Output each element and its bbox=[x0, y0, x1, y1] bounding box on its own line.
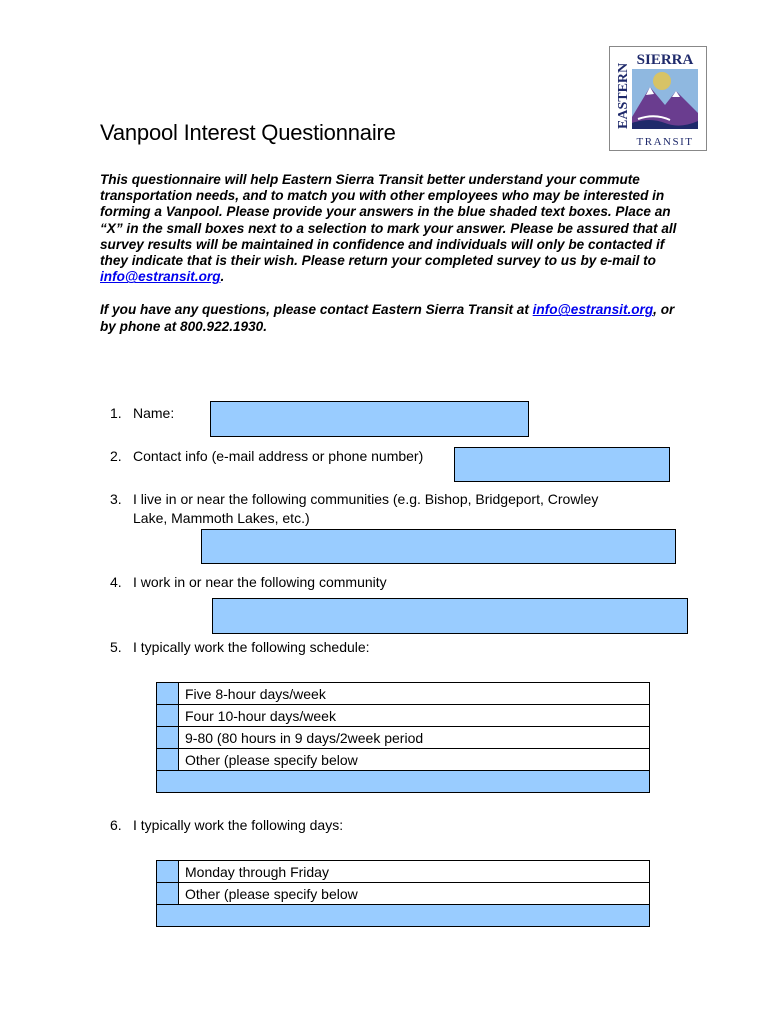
schedule-checkbox[interactable] bbox=[157, 727, 179, 749]
logo-sierra-text: SIERRA bbox=[636, 52, 694, 68]
schedule-checkbox[interactable] bbox=[157, 683, 179, 705]
question-number: 1. bbox=[110, 405, 122, 421]
question-label: I typically work the following schedule: bbox=[133, 639, 370, 655]
schedule-other-field[interactable] bbox=[157, 771, 650, 793]
intro-text: This questionnaire will help Eastern Sierra Transit better understand your commute transportation needs, and to match you with other employees who may be interested in forming a Vanpool. Please provide your answers in the blue shaded text boxes. Place an “X” in the small boxes next to a selection to mark your answer. Please be assured that all survey results will be maintained in confidence and individuals will only be contacted if they indicate that is their wish. Please return your completed survey to us by e-mail to bbox=[100, 172, 677, 269]
question-label: I work in or near the following community bbox=[133, 574, 387, 590]
days-option-row bbox=[157, 883, 650, 905]
days-options-table bbox=[156, 860, 650, 927]
question-label: Name: bbox=[133, 405, 175, 421]
question-label: I typically work the following days: bbox=[133, 817, 344, 833]
question-1 bbox=[110, 404, 174, 423]
question-label: Contact info (e-mail address or phone number) bbox=[133, 448, 424, 464]
question-number: 6. bbox=[110, 817, 122, 833]
question-5 bbox=[110, 638, 370, 657]
days-option-row bbox=[157, 861, 650, 883]
intro-paragraph bbox=[100, 172, 680, 285]
eastern-sierra-transit-logo bbox=[609, 46, 707, 151]
schedule-option-row bbox=[157, 749, 650, 771]
schedule-option-row bbox=[157, 727, 650, 749]
contact-phone-text: , or by phone at 800.922.1930. bbox=[100, 302, 675, 334]
question-2 bbox=[110, 447, 423, 466]
email-link[interactable]: info@estransit.org bbox=[100, 269, 221, 285]
question-label-line1: I live in or near the following communities (e.g. Bishop, Bridgeport, Crowley bbox=[133, 491, 599, 507]
intro-block bbox=[100, 172, 680, 335]
contact-paragraph bbox=[100, 302, 680, 334]
question-number: 5. bbox=[110, 639, 122, 655]
schedule-checkbox[interactable] bbox=[157, 705, 179, 727]
schedule-option-label: Four 10-hour days/week bbox=[179, 705, 650, 727]
contact-info-field[interactable] bbox=[454, 447, 670, 482]
question-4 bbox=[110, 573, 387, 592]
question-6 bbox=[110, 816, 343, 835]
days-option-label: Other (please specify below bbox=[179, 883, 650, 905]
page-title: Vanpool Interest Questionnaire bbox=[100, 120, 396, 145]
days-option-label: Monday through Friday bbox=[179, 861, 650, 883]
question-3 bbox=[110, 490, 598, 528]
question-number: 3. bbox=[110, 491, 122, 507]
live-community-field[interactable] bbox=[201, 529, 676, 564]
schedule-option-label: Other (please specify below bbox=[179, 749, 650, 771]
question-number: 4. bbox=[110, 574, 122, 590]
schedule-checkbox[interactable] bbox=[157, 749, 179, 771]
days-checkbox[interactable] bbox=[157, 883, 179, 905]
days-other-field[interactable] bbox=[157, 905, 650, 927]
work-community-field[interactable] bbox=[212, 598, 688, 634]
contact-email-link[interactable]: info@estransit.org bbox=[532, 302, 654, 318]
question-number: 2. bbox=[110, 448, 122, 464]
logo-graphic bbox=[610, 47, 706, 150]
schedule-option-row bbox=[157, 683, 650, 705]
name-field[interactable] bbox=[210, 401, 529, 437]
schedule-option-label: 9-80 (80 hours in 9 days/2week period bbox=[179, 727, 650, 749]
schedule-option-label: Five 8-hour days/week bbox=[179, 683, 650, 705]
logo-eastern-text: EASTERN bbox=[616, 62, 631, 129]
logo-transit-text: TRANSIT bbox=[636, 136, 694, 148]
question-label-line2: Lake, Mammoth Lakes, etc.) bbox=[133, 510, 310, 526]
intro-text-end: . bbox=[220, 269, 225, 285]
schedule-option-row bbox=[157, 705, 650, 727]
schedule-options-table bbox=[156, 682, 650, 793]
contact-text: If you have any questions, please contact Eastern Sierra Transit at bbox=[100, 302, 533, 318]
days-checkbox[interactable] bbox=[157, 861, 179, 883]
